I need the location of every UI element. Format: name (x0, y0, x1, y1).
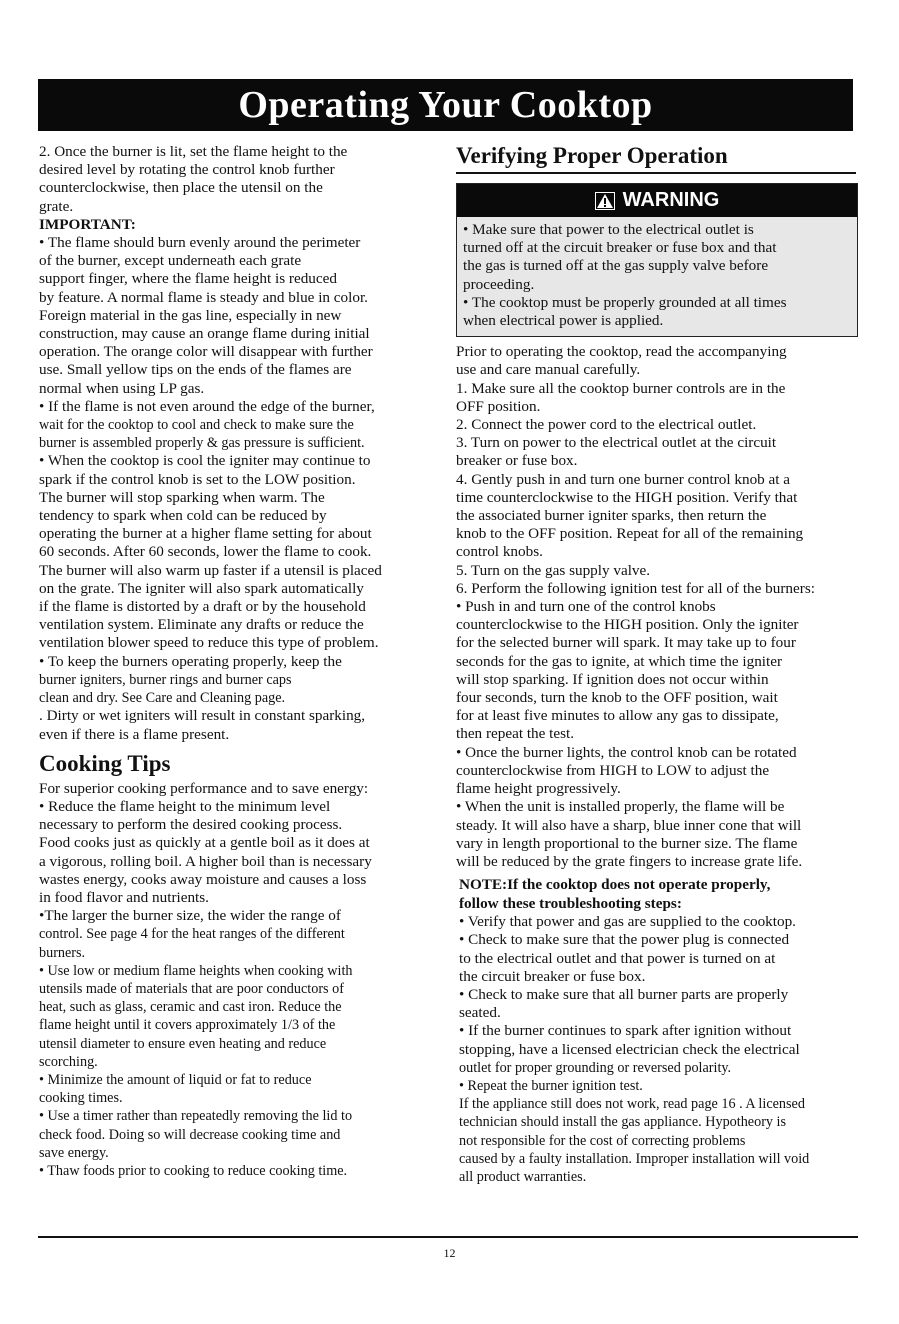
text-line: •The larger the burner size, the wider the range of (39, 907, 341, 925)
right-column (456, 143, 876, 1186)
text-line: • The flame should burn evenly around the perimeter (39, 234, 361, 252)
text-line: Foreign material in the gas line, especially in new (39, 306, 342, 324)
text-line: turned off at the circuit breaker or fuse box and that (463, 239, 777, 257)
page-title: Operating Your Cooktop (238, 84, 653, 126)
text-line: clean and dry. See Care and Cleaning page. (39, 690, 286, 707)
text-line: • Use a timer rather than repeatedly removing the lid to (39, 1108, 353, 1125)
text-line: vary in length proportional to the burner size. The flame (456, 834, 798, 852)
text-line: 3. Turn on power to the electrical outlet at the circuit (456, 434, 777, 452)
text-line: tendency to spark when cold can be reduced by (39, 507, 327, 525)
text-line: For superior cooking performance and to save energy: (39, 779, 369, 797)
text-line: counterclockwise, then place the utensil on the (39, 179, 323, 197)
text-line: • When the unit is installed properly, the flame will be (456, 798, 785, 816)
text-line: for the selected burner will spark. It may take up to four (456, 634, 796, 652)
text-line: knob to the OFF position. Repeat for all of the remaining (456, 525, 804, 543)
text-line: the associated burner igniter sparks, then return the (456, 507, 767, 525)
text-line: seconds for the gas to ignite, at which time the igniter (456, 652, 783, 670)
operation-steps (456, 343, 876, 871)
warning-body (457, 217, 857, 336)
text-line: to the electrical outlet and that power is turned on at (459, 949, 776, 967)
text-line: • When the cooktop is cool the igniter may continue to (39, 452, 371, 470)
text-line: breaker or fuse box. (456, 452, 578, 470)
text-line: use and care manual carefully. (456, 361, 641, 379)
text-line: • Once the burner lights, the control knob can be rotated (456, 743, 797, 761)
text-line: The burner will also warm up faster if a utensil is placed (39, 561, 382, 579)
text-line: burners. (39, 944, 86, 961)
text-line: • The cooktop must be properly grounded at all times (463, 293, 787, 311)
text-line: by feature. A normal flame is steady and blue in color. (39, 288, 368, 306)
text-line: when electrical power is applied. (463, 312, 664, 330)
warning-box (456, 183, 858, 337)
text-line: 6. Perform the following ignition test for all of the burners: (456, 579, 815, 597)
warning-header (457, 184, 857, 217)
text-line: the circuit breaker or fuse box. (459, 967, 646, 985)
text-line: of the burner, except underneath each grate (39, 252, 302, 270)
footer-divider (38, 1236, 858, 1238)
important-label: IMPORTANT: (39, 215, 136, 233)
text-line: 4. Gently push in and turn one burner control knob at a (456, 470, 791, 488)
cooking-tips-section (39, 780, 447, 1180)
text-line: wait for the cooktop to cool and check to make sure the (39, 417, 354, 434)
cooking-tips-heading: Cooking Tips (39, 750, 171, 776)
text-line: will stop sparking. If ignition does not occur within (456, 670, 769, 688)
text-line: necessary to perform the desired cooking process. (39, 816, 343, 834)
text-line: • To keep the burners operating properly, keep the (39, 652, 342, 670)
text-line: on the grate. The igniter will also spark automatically (39, 579, 364, 597)
text-line: counterclockwise to the HIGH position. Only the igniter (456, 616, 799, 634)
important-section (39, 234, 447, 744)
text-line: heat, such as glass, ceramic and cast iron. Reduce the (39, 999, 342, 1016)
text-line: • Make sure that power to the electrical outlet is (463, 221, 754, 238)
text-line: control. See page 4 for the heat ranges of the different (39, 926, 345, 943)
left-column (39, 143, 447, 1180)
text-line: normal when using LP gas. (39, 379, 205, 397)
text-line: then repeat the test. (456, 725, 575, 743)
text-line: proceeding. (463, 275, 535, 293)
text-line: • If the flame is not even around the edge of the burner, (39, 397, 375, 415)
text-line: flame height until it covers approximately 1/3 of the (39, 1017, 336, 1034)
text-line: • Push in and turn one of the control knobs (456, 598, 716, 616)
text-line: flame height progressively. (456, 780, 621, 798)
text-line: support finger, where the flame height is reduced (39, 270, 337, 288)
text-line: cooking times. (39, 1090, 123, 1107)
text-line: a vigorous, rolling boil. A higher boil than is necessary (39, 852, 372, 870)
text-line: utensils made of materials that are poor conductors of (39, 980, 344, 997)
text-line: desired level by rotating the control knob further (39, 161, 335, 179)
text-line: wastes energy, cooks away moisture and causes a loss (39, 870, 367, 888)
text-line: counterclockwise from HIGH to LOW to adjust the (456, 761, 770, 779)
text-line: Prior to operating the cooktop, read the accompanying (456, 343, 787, 361)
text-line: • Repeat the burner ignition test. (459, 1077, 643, 1094)
text-line: not responsible for the cost of correcting problems (459, 1132, 746, 1149)
text-line: all product warranties. (459, 1168, 587, 1185)
text-line: the gas is turned off at the gas supply valve before (463, 257, 769, 275)
text-line: 60 seconds. After 60 seconds, lower the flame to cook. (39, 543, 372, 561)
text-line: • Minimize the amount of liquid or fat to reduce (39, 1071, 312, 1088)
text-line: NOTE:If the cooktop does not operate properly, (459, 876, 771, 894)
text-line: control knobs. (456, 543, 543, 561)
text-line: • Thaw foods prior to cooking to reduce cooking time. (39, 1162, 348, 1179)
text-line: use. Small yellow tips on the ends of the flames are (39, 361, 352, 379)
text-line: steady. It will also have a sharp, blue inner cone that will (456, 816, 802, 834)
text-line: save energy. (39, 1144, 109, 1161)
text-line: scorching. (39, 1053, 98, 1070)
troubleshooting-note (459, 875, 876, 913)
text-line: grate. (39, 197, 74, 215)
text-line: operating the burner at a higher flame setting for about (39, 525, 372, 543)
text-line: spark if the control knob is set to the LOW position. (39, 470, 356, 488)
text-line: four seconds, turn the knob to the OFF position, wait (456, 689, 778, 707)
text-line: 2. Once the burner is lit, set the flame height to the (39, 143, 348, 160)
text-line: caused by a faulty installation. Improper installation will void (459, 1150, 810, 1167)
text-line: . Dirty or wet igniters will result in constant sparking, (39, 707, 366, 725)
text-line: • Use low or medium flame heights when cooking with (39, 962, 353, 979)
text-line: The burner will stop sparking when warm. The (39, 488, 325, 506)
text-line: follow these troubleshooting steps: (459, 895, 682, 913)
text-line: if the flame is distorted by a draft or by the household (39, 598, 366, 616)
text-line: • Check to make sure that the power plug is connected (459, 931, 790, 949)
text-line: burner is assembled properly & gas pressure is sufficient. (39, 435, 365, 452)
page-title-banner (38, 79, 853, 131)
text-line: • If the burner continues to spark after ignition without (459, 1022, 792, 1040)
text-line: construction, may cause an orange flame during initial (39, 325, 370, 343)
text-line: seated. (459, 1004, 501, 1022)
verifying-operation-heading: Verifying Proper Operation (456, 143, 856, 174)
text-line: technician should install the gas appliance. Hypotheory is (459, 1114, 787, 1131)
text-line: • Verify that power and gas are supplied to the cooktop. (459, 913, 796, 931)
text-line: • Check to make sure that all burner parts are properly (459, 985, 789, 1003)
troubleshooting-steps (459, 913, 876, 1077)
text-line: • Reduce the flame height to the minimum level (39, 797, 331, 815)
text-line: 1. Make sure all the cooktop burner controls are in the (456, 379, 786, 397)
text-line: for at least five minutes to allow any gas to dissipate, (456, 707, 779, 725)
text-line: OFF position. (456, 397, 541, 415)
text-line: check food. Doing so will decrease cooking time and (39, 1126, 341, 1143)
text-line: 2. Connect the power cord to the electrical outlet. (456, 416, 757, 434)
warning-triangle-icon (595, 192, 615, 210)
page-number: 12 (443, 1246, 456, 1260)
text-line: stopping, have a licensed electrician check the electrical (459, 1040, 800, 1058)
text-line: utensil diameter to ensure even heating and reduce (39, 1035, 327, 1052)
text-line: will be reduced by the grate fingers to increase grate life. (456, 852, 803, 870)
text-line: ventilation system. Eliminate any drafts or reduce the (39, 616, 364, 634)
text-line: even if there is a flame present. (39, 725, 230, 743)
text-line: ventilation blower speed to reduce this type of problem. (39, 634, 379, 652)
text-line: burner igniters, burner rings and burner caps (39, 671, 292, 688)
warning-label: WARNING (622, 189, 720, 211)
text-line: in food flavor and nutrients. (39, 888, 209, 906)
closing-paragraph (459, 1077, 876, 1186)
text-line: outlet for proper grounding or reversed polarity. (459, 1059, 732, 1076)
text-line: time counterclockwise to the HIGH position. Verify that (456, 488, 798, 506)
text-line: If the appliance still does not work, read page 16 . A licensed (459, 1096, 805, 1113)
text-line: Food cooks just as quickly at a gentle boil as it does at (39, 834, 370, 852)
text-line: 5. Turn on the gas supply valve. (456, 561, 651, 579)
intro-paragraph (39, 143, 447, 216)
text-line: operation. The orange color will disappear with further (39, 343, 373, 361)
